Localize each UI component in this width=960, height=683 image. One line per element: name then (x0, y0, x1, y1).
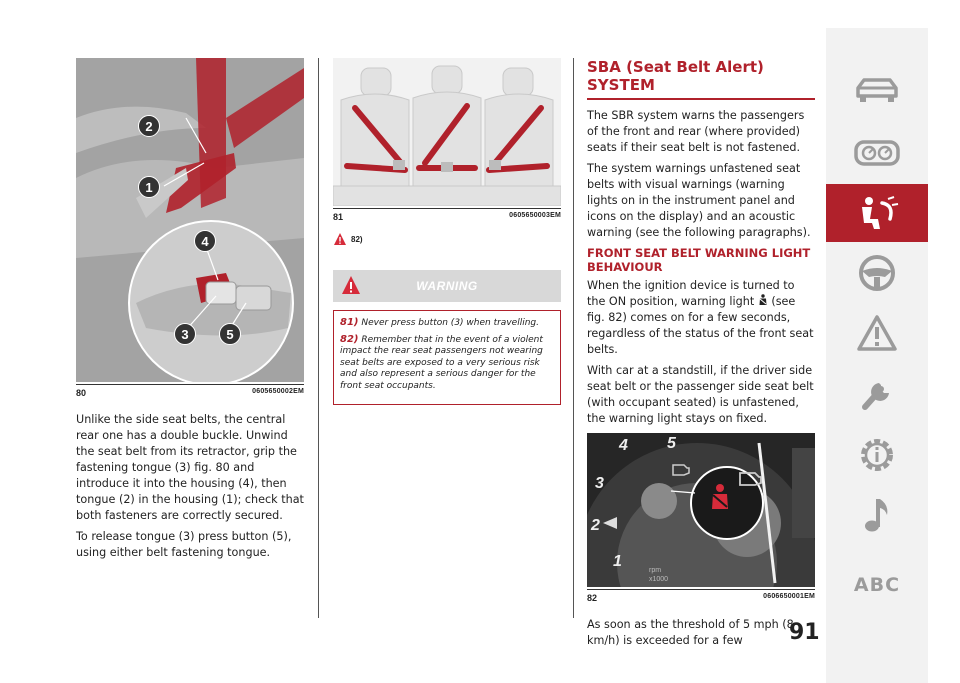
chapter-sidebar (826, 28, 928, 683)
paragraph: Unlike the side seat belts, the central rear one has a double buckle. Unwind the seat belt from its retractor, grip the fastening tongue (3) fig. 80 and introduce it into the housing (4), then tongue (2) in the housing (1); check that both fasteners are correctly secured. (76, 413, 304, 522)
figure-code: 0605650003EM (509, 212, 561, 219)
figure-number: 82 (587, 593, 598, 603)
left-column (76, 58, 304, 566)
gear-info-icon (856, 434, 898, 476)
seat-belt-warning-icon (709, 483, 731, 511)
engine-warning-icon (671, 461, 691, 477)
warning-title: WARNING (416, 279, 478, 293)
seat-belt-warning-icon (758, 294, 768, 306)
subsection-title: FRONT SEAT BELT WARNING LIGHT BEHAVIOUR (587, 246, 811, 274)
warning-header (333, 270, 561, 302)
gauge-number-5: 5 (667, 435, 676, 452)
rear-seats-belts-illustration (333, 58, 561, 206)
callout-4: 4 (194, 230, 216, 252)
gauge-number-4: 4 (619, 437, 628, 454)
figure-80 (76, 58, 304, 382)
sidebar-item-emergency[interactable] (826, 304, 928, 362)
airbag-safety-icon (854, 195, 900, 231)
sidebar-item-safety[interactable] (826, 184, 928, 242)
sidebar-item-car[interactable] (826, 60, 928, 118)
warning-item: 82) Remember that in the event of a violent impact the rear seat passengers not wearing seat belts are exposed to a very serious risk and also represent a serious danger for the front seat occupants. (340, 333, 543, 391)
column-divider (318, 58, 319, 618)
sidebar-item-driving[interactable] (826, 244, 928, 302)
figure-81 (333, 58, 561, 206)
figure-number: 80 (76, 388, 87, 398)
sidebar-item-index[interactable] (826, 556, 928, 614)
warning-triangle-icon (856, 314, 898, 352)
car-icon (854, 74, 900, 104)
right-body-text-continued (587, 617, 815, 649)
callout-1: 1 (138, 176, 160, 198)
sidebar-item-maintenance[interactable] (826, 364, 928, 422)
warning-item: 81) Never press button (3) when travelling. (340, 317, 539, 328)
warning-reference: 82) (333, 232, 561, 246)
left-body-text (76, 412, 304, 561)
callout-3: 3 (174, 323, 196, 345)
paragraph: When the ignition device is turned to the ON position, warning light (see fig. 82) comes on for a few seconds, regardless of the status of the front seat belts. (587, 279, 814, 356)
warning-triangle-icon (341, 275, 361, 295)
sidebar-item-multimedia[interactable] (826, 486, 928, 544)
right-body-text (587, 108, 815, 427)
warning-panel (333, 270, 561, 405)
paragraph: With car at a standstill, if the driver side seat belt or the passenger side seat belt (with occupant seated) is unfastened, the warning light stays on fixed. (587, 364, 814, 425)
engine-warning-icon (737, 469, 763, 487)
figure-82 (587, 433, 815, 587)
gauge-number-2: 2 (591, 517, 600, 534)
figure-80-caption (76, 384, 304, 398)
warning-triangle-icon (333, 232, 347, 246)
gauge-unit-x1000: x1000 (649, 576, 669, 583)
page-number: 91 (789, 620, 820, 645)
section-title: SBA (Seat Belt Alert) SYSTEM (587, 58, 815, 100)
gauge-unit-rpm: rpm (649, 567, 662, 574)
paragraph: To release tongue (3) press button (5), using either belt fastening tongue. (76, 530, 292, 559)
sidebar-item-technical[interactable] (826, 426, 928, 484)
sidebar-item-dashboard[interactable] (826, 124, 928, 182)
callout-2: 2 (138, 115, 160, 137)
steering-wheel-icon (857, 253, 897, 293)
figure-code: 0605650002EM (252, 388, 304, 395)
gauge-number-1: 1 (613, 553, 622, 570)
music-note-icon (861, 495, 893, 535)
warning-box (333, 310, 561, 405)
figure-82-caption (587, 589, 815, 603)
index-abc-label: ABC (853, 574, 901, 596)
figure-number: 81 (333, 212, 344, 222)
paragraph: The system warnings unfastened seat belts with visual warnings (warning lights on in the instrument panel and icons on the display) and an acoustic warning (see the following paragraphs). (587, 162, 811, 239)
paragraph: As soon as the threshold of 5 mph (8 km/h) is exceeded for a few (587, 618, 794, 647)
wrench-icon (857, 373, 897, 413)
figure-code: 0606650001EM (763, 593, 815, 600)
dashboard-gauges-icon (854, 138, 900, 168)
figure-81-caption (333, 208, 561, 222)
right-column (587, 58, 815, 654)
column-divider (573, 58, 574, 618)
middle-column (333, 58, 561, 405)
callout-5: 5 (219, 323, 241, 345)
paragraph: The SBR system warns the passengers of the front and rear (where provided) seats if their seat belt is not fastened. (587, 109, 805, 154)
gauge-number-3: 3 (595, 475, 604, 492)
